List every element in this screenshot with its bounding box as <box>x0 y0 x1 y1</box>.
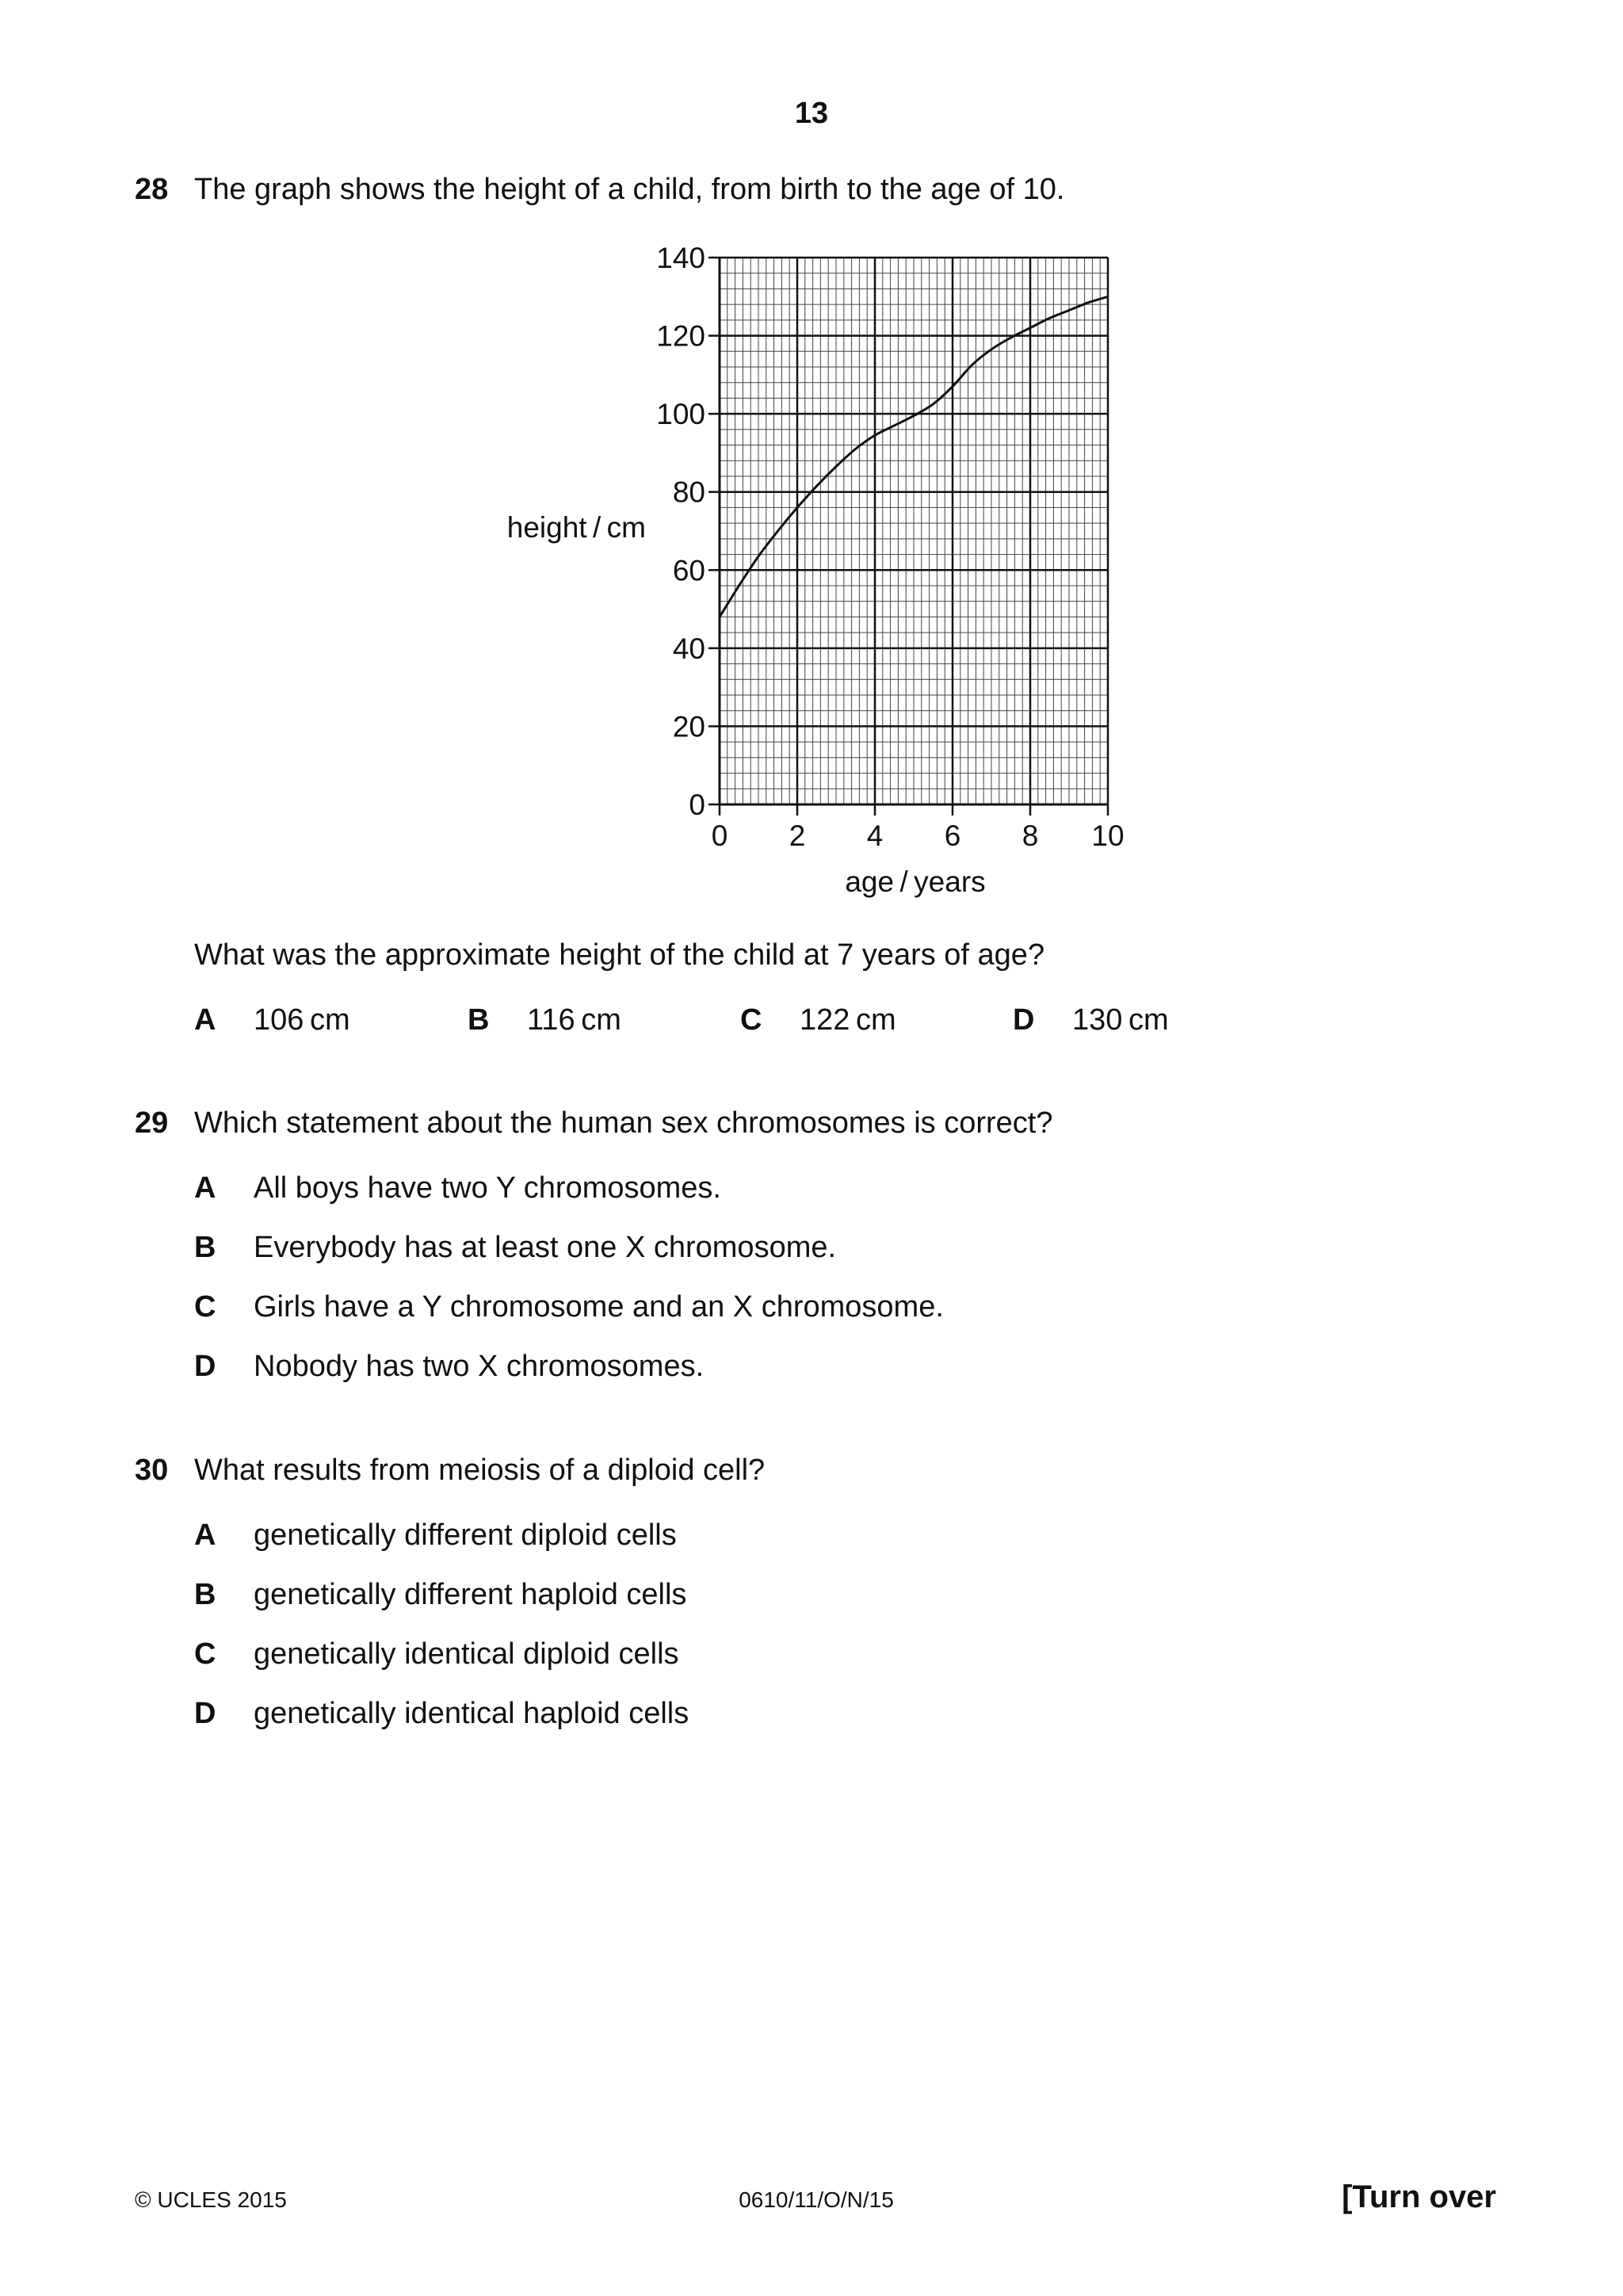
chart-y-tick-label: 100 <box>656 398 705 431</box>
question-29-stem: Which statement about the human sex chromosomes is correct? <box>194 1106 1053 1140</box>
q30-option-c-text: genetically identical diploid cells <box>254 1637 679 1671</box>
chart-y-tick-label: 140 <box>656 242 705 274</box>
q29-option-b-text: Everybody has at least one X chromosome. <box>254 1231 837 1264</box>
chart-ticks <box>708 258 1108 816</box>
chart-y-tick-label: 80 <box>672 476 705 509</box>
footer-turn-over: [Turn over <box>1342 2179 1496 2214</box>
q30-option-d-text: genetically identical haploid cells <box>254 1697 689 1730</box>
q28-option-d-letter: D <box>1013 1003 1035 1037</box>
chart-x-tick-label: 6 <box>944 819 961 852</box>
chart-y-tick-label: 40 <box>672 632 705 665</box>
q28-option-c-letter: C <box>740 1003 762 1037</box>
question-28-stem: The graph shows the height of a child, from birth to the age of 10. <box>194 173 1065 206</box>
footer-copyright: © UCLES 2015 <box>135 2187 287 2212</box>
q29-option-c-letter: C <box>194 1290 216 1324</box>
q28-option-a-letter: A <box>194 1003 216 1037</box>
q28-option-c-text: 122 cm <box>800 1003 896 1037</box>
chart-y-tick-label: 120 <box>656 319 705 353</box>
q29-option-b-letter: B <box>194 1231 216 1264</box>
q30-option-d-letter: D <box>194 1697 216 1730</box>
q28-option-d-text: 130 cm <box>1072 1003 1169 1037</box>
q30-option-c-letter: C <box>194 1637 216 1671</box>
question-29-number: 29 <box>135 1106 169 1140</box>
q30-option-b-letter: B <box>194 1578 216 1611</box>
chart-x-axis-label: age / years <box>845 865 986 898</box>
question-30-stem: What results from meiosis of a diploid cell? <box>194 1454 766 1487</box>
question-30-number: 30 <box>135 1454 169 1487</box>
question-28-prompt: What was the approximate height of the child at 7 years of age? <box>194 938 1045 972</box>
footer-paper-code: 0610/11/O/N/15 <box>739 2187 894 2212</box>
q30-option-a-text: genetically different diploid cells <box>254 1519 677 1552</box>
chart-y-tick-label: 20 <box>672 710 705 743</box>
q30-option-b-text: genetically different haploid cells <box>254 1578 687 1611</box>
question-28-number: 28 <box>135 173 169 206</box>
q29-option-d-letter: D <box>194 1350 216 1383</box>
q29-option-a-letter: A <box>194 1171 216 1205</box>
page-number: 13 <box>794 97 829 130</box>
q28-option-b-text: 116 cm <box>527 1003 621 1037</box>
chart-x-tick-label: 2 <box>789 819 806 852</box>
chart-x-tick-label: 4 <box>866 819 884 852</box>
q29-option-a-text: All boys have two Y chromosomes. <box>254 1171 721 1205</box>
q28-option-a-text: 106 cm <box>254 1003 350 1037</box>
height-age-chart <box>0 0 1623 919</box>
q29-option-d-text: Nobody has two X chromosomes. <box>254 1350 705 1383</box>
q30-option-a-letter: A <box>194 1519 216 1552</box>
q28-option-b-letter: B <box>468 1003 490 1037</box>
chart-y-tick-label: 60 <box>672 554 705 587</box>
chart-x-tick-label: 10 <box>1091 819 1125 852</box>
chart-x-tick-label: 0 <box>711 819 728 852</box>
chart-y-tick-label: 0 <box>689 789 705 821</box>
q29-option-c-text: Girls have a Y chromosome and an X chromosome. <box>254 1290 944 1324</box>
chart-y-axis-label: height / cm <box>506 511 646 544</box>
chart-x-tick-label: 8 <box>1022 819 1039 852</box>
